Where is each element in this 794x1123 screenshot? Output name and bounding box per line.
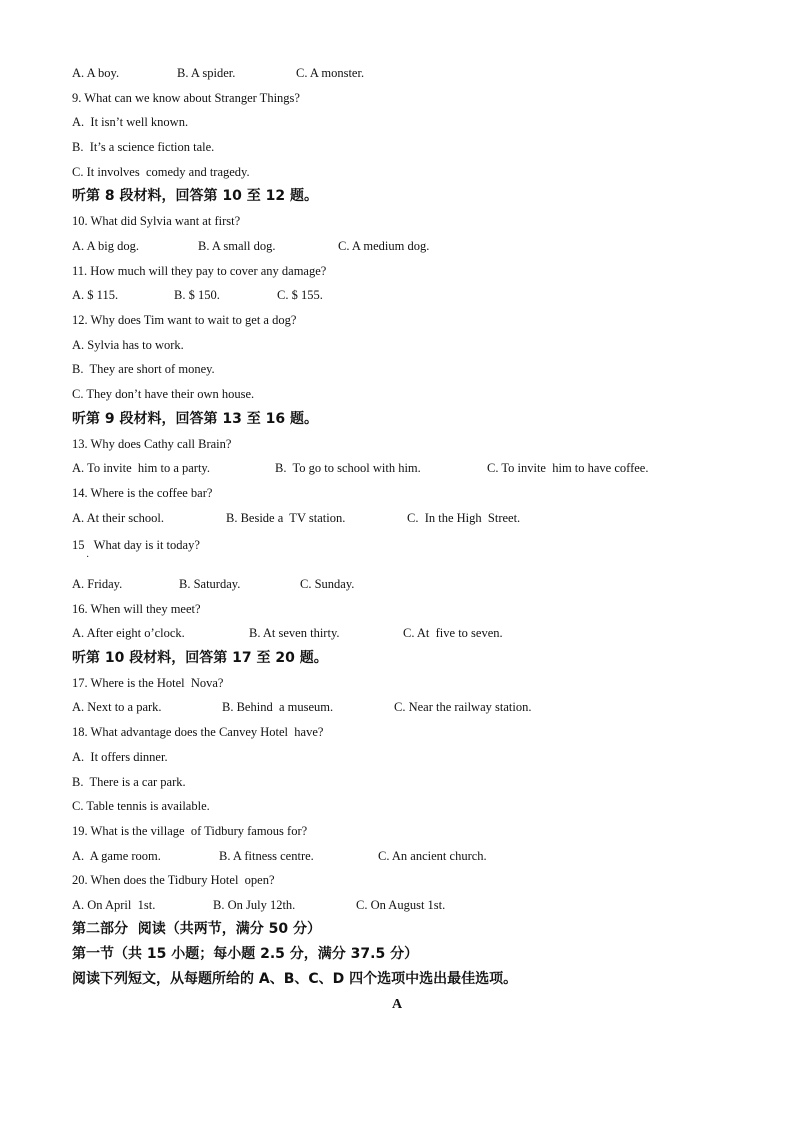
q15-option-b: B. Saturday.: [179, 577, 241, 591]
q12-stem: 12. Why does Tim want to wait to get a dog?: [72, 313, 297, 327]
q8-option-b: B. A spider.: [177, 66, 236, 80]
q8-option-a: A. A boy.: [72, 66, 120, 80]
q17-option-b: B. Behind a museum.: [222, 700, 334, 714]
q20-stem: 20. When does the Tidbury Hotel open?: [72, 873, 275, 887]
q16-option-c: C. At five to seven.: [403, 626, 503, 640]
q11-stem: 11. How much will they pay to cover any damage?: [72, 264, 327, 278]
part2-section1-heading: 第一节（共 15 小题；每小题 2.5 分，满分 37.5 分）: [72, 946, 419, 962]
section10-heading: 听第 10 段材料，回答第 17 至 20 题。: [72, 650, 328, 666]
section8-heading: 听第 8 段材料，回答第 10 至 12 题。: [72, 188, 318, 204]
q9-stem: 9. What can we know about Stranger Things?: [72, 91, 300, 105]
q13-option-c: C. To invite him to have coffee.: [487, 461, 649, 475]
q11-option-b: B. $ 150.: [174, 288, 220, 302]
q18-option-b: B. There is a car park.: [72, 775, 186, 789]
q10-option-a: A. A big dog.: [72, 239, 140, 253]
q12-option-b: B. They are short of money.: [72, 362, 215, 376]
q18-stem: 18. What advantage does the Canvey Hotel have?: [72, 725, 324, 739]
passage-label: A: [391, 997, 403, 1012]
q9-option-a: A. It isn’t well known.: [72, 115, 189, 129]
q13-stem: 13. Why does Cathy call Brain?: [72, 437, 232, 451]
section9-heading: 听第 9 段材料，回答第 13 至 16 题。: [72, 411, 318, 427]
q17-option-c: C. Near the railway station.: [394, 700, 532, 714]
q16-option-b: B. At seven thirty.: [249, 626, 340, 640]
q19-option-a: A. A game room.: [72, 849, 161, 863]
q13-option-b: B. To go to school with him.: [275, 461, 421, 475]
q10-option-c: C. A medium dog.: [338, 239, 430, 253]
q8-option-c: C. A monster.: [296, 66, 365, 80]
part2-heading: 第二部分 阅读（共两节，满分 50 分）: [72, 921, 321, 937]
q14-option-b: B. Beside a TV station.: [226, 511, 346, 525]
q19-option-c: C. An ancient church.: [378, 849, 487, 863]
part2-instruction: 阅读下列短文，从每题所给的 A、B、C、D 四个选项中选出最佳选项。: [72, 971, 518, 987]
q19-option-b: B. A fitness centre.: [219, 849, 314, 863]
q14-option-c: C. In the High Street.: [407, 511, 521, 525]
q20-option-b: B. On July 12th.: [213, 898, 296, 912]
q18-option-a: A. It offers dinner.: [72, 750, 168, 764]
q15-stem: 15 What day is it today?: [72, 538, 200, 552]
stray-dot: ·: [86, 552, 90, 563]
q18-option-c: C. Table tennis is available.: [72, 799, 210, 813]
q9-option-b: B. It’s a science fiction tale.: [72, 140, 215, 154]
q19-stem: 19. What is the village of Tidbury famous for?: [72, 824, 308, 838]
q17-option-a: A. Next to a park.: [72, 700, 162, 714]
q20-option-c: C. On August 1st.: [356, 898, 446, 912]
q15-option-c: C. Sunday.: [300, 577, 355, 591]
q17-stem: 17. Where is the Hotel Nova?: [72, 676, 224, 690]
q11-option-a: A. $ 115.: [72, 288, 119, 302]
q16-stem: 16. When will they meet?: [72, 602, 201, 616]
q14-stem: 14. Where is the coffee bar?: [72, 486, 213, 500]
q10-option-b: B. A small dog.: [198, 239, 276, 253]
q11-option-c: C. $ 155.: [277, 288, 323, 302]
q13-option-a: A. To invite him to a party.: [72, 461, 210, 475]
q16-option-a: A. After eight o’clock.: [72, 626, 185, 640]
q14-option-a: A. At their school.: [72, 511, 165, 525]
q15-option-a: A. Friday.: [72, 577, 123, 591]
q10-stem: 10. What did Sylvia want at first?: [72, 214, 241, 228]
q9-option-c: C. It involves comedy and tragedy.: [72, 165, 250, 179]
q12-option-c: C. They don’t have their own house.: [72, 387, 255, 401]
q20-option-a: A. On April 1st.: [72, 898, 156, 912]
q12-option-a: A. Sylvia has to work.: [72, 338, 184, 352]
